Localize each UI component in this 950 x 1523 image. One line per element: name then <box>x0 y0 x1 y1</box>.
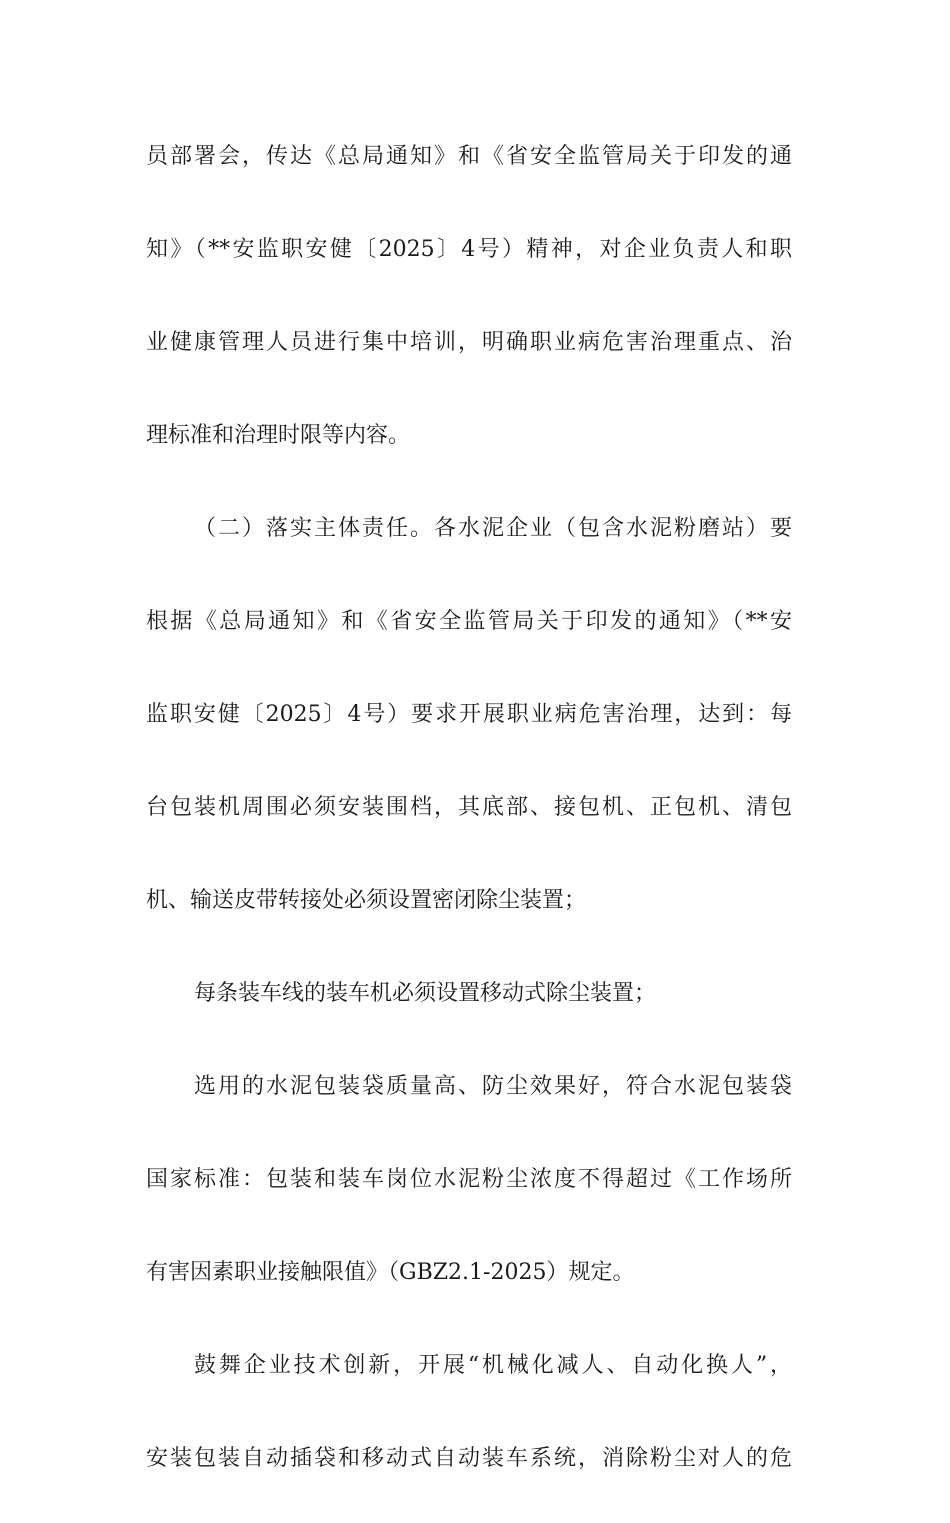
text-line: 知》（**安监职安健〔2025〕4号）精神，对企业负责人和职 <box>146 237 792 262</box>
text-line: 监职安健〔2025〕4号）要求开展职业病危害治理，达到：每 <box>146 702 792 727</box>
text-line: 员部署会，传达《总局通知》和《省安全监管局关于印发的通 <box>146 144 792 169</box>
text-line: 国家标准：包装和装车岗位水泥粉尘浓度不得超过《工作场所 <box>146 1167 792 1192</box>
text-line: 鼓舞企业技术创新，开展“机械化减人、自动化换人”， <box>194 1353 792 1378</box>
text-line: 业健康管理人员进行集中培训，明确职业病危害治理重点、治 <box>146 330 792 355</box>
text-line: 安装包装自动插袋和移动式自动装车系统，消除粉尘对人的危 <box>146 1446 792 1471</box>
text-line: 台包装机周围必须安装围档，其底部、接包机、正包机、清包 <box>146 795 792 820</box>
text-line: 选用的水泥包装袋质量高、防尘效果好，符合水泥包装袋 <box>194 1074 792 1099</box>
text-line: 机、输送皮带转接处必须设置密闭除尘装置； <box>146 888 587 913</box>
text-line: 根据《总局通知》和《省安全监管局关于印发的通知》（**安 <box>146 609 792 634</box>
text-line: 每条装车线的装车机必须设置移动式除尘装置； <box>194 981 657 1006</box>
text-line: 理标准和治理时限等内容。 <box>146 423 411 448</box>
text-line: 有害因素职业接触限值》（GBZ2.1-2025）规定。 <box>146 1260 635 1285</box>
text-line: （二）落实主体责任。各水泥企业（包含水泥粉磨站）要 <box>194 516 792 541</box>
document-body <box>146 128 792 1523</box>
